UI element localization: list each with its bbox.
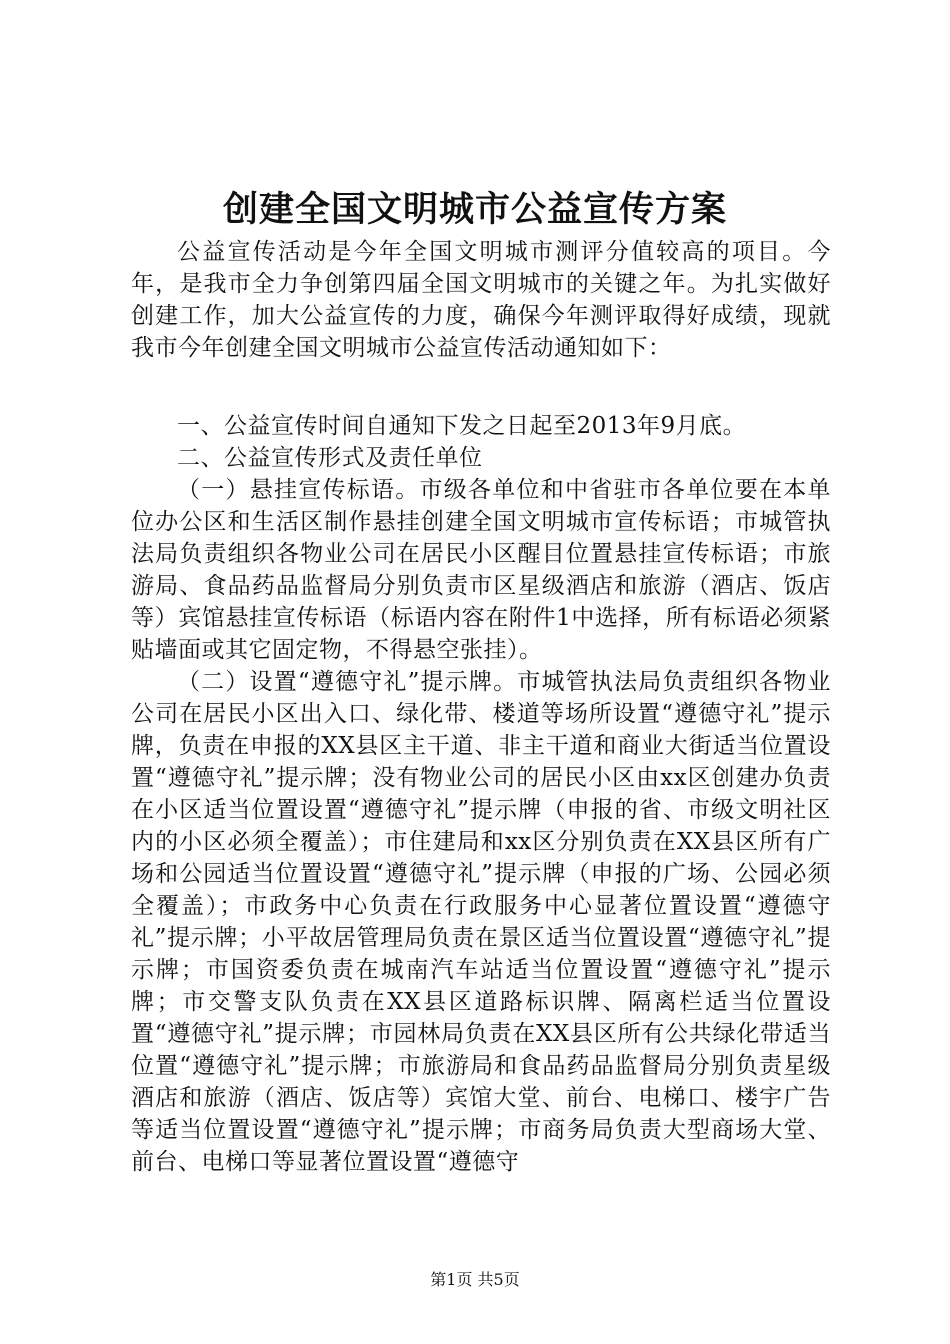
page-footer: 第1页 共5页 [430, 1270, 520, 1289]
intro-paragraph: 公益宣传活动是今年全国文明城市测评分值较高的项目。今年，是我市全力争创第四届全国文明城市的关键之年。为扎实做好创建工作，加大公益宣传的力度，确保今年测评取得好成绩，现就我市今年创建全国文明城市公益宣传活动通知如下： [131, 239, 831, 361]
item-2-paragraph: （二）设置“遵德守礼”提示牌。市城管执法局负责组织各物业公司在居民小区出入口、绿化带、楼道等场所设置“遵德守礼”提示牌，负责在申报的XX县区主干道、非主干道和商业大街适当位置设置“遵德守礼”提示牌；没有物业公司的居民小区由xx区创建办负责在小区适当位置设置“遵德守礼”提示牌（申报的省、市级文明社区内的小区必须全覆盖）；市住建局和xx区分别负责在XX县区所有广场和公园适当位置设置“遵德守礼”提示牌（申报的广场、公园必须全覆盖）；市政务中心负责在行政服务中心显著位置设置“遵德守礼”提示牌；小平故居管理局负责在景区适当位置设置“遵德守礼”提示牌；市国资委负责在城南汽车站适当位置设置“遵德守礼”提示牌；市交警支队负责在XX县区道路标识牌、隔离栏适当位置设置“遵德守礼”提示牌；市园林局负责在XX县区所有公共绿化带适当位置“遵德守礼”提示牌；市旅游局和食品药品监督局分别负责星级酒店和旅游（酒店、饭店等）宾馆大堂、前台、电梯口、楼宇广告等适当位置设置“遵德守礼”提示牌；市商务局负责大型商场大堂、前台、电梯口等显著位置设置“遵德守 [131, 669, 831, 1175]
document-title: 创建全国文明城市公益宣传方案 [222, 189, 727, 230]
item-1-paragraph: （一）悬挂宣传标语。市级各单位和中省驻市各单位要在本单位办公区和生活区制作悬挂创建全国文明城市宣传标语；市城管执法局负责组织各物业公司在居民小区醒目位置悬挂宣传标语；市旅游局、食品药品监督局分别负责市区星级酒店和旅游（酒店、饭店等）宾馆悬挂宣传标语（标语内容在附件1中选择，所有标语必须紧贴墙面或其它固定物，不得悬空张挂）。 [131, 477, 831, 663]
section-2-heading: 二、公益宣传形式及责任单位 [177, 445, 483, 471]
document-body [131, 236, 831, 1178]
paragraph-spacer [131, 364, 831, 410]
section-1-heading: 一、公益宣传时间自通知下发之日起至2013年9月底。 [177, 413, 747, 439]
